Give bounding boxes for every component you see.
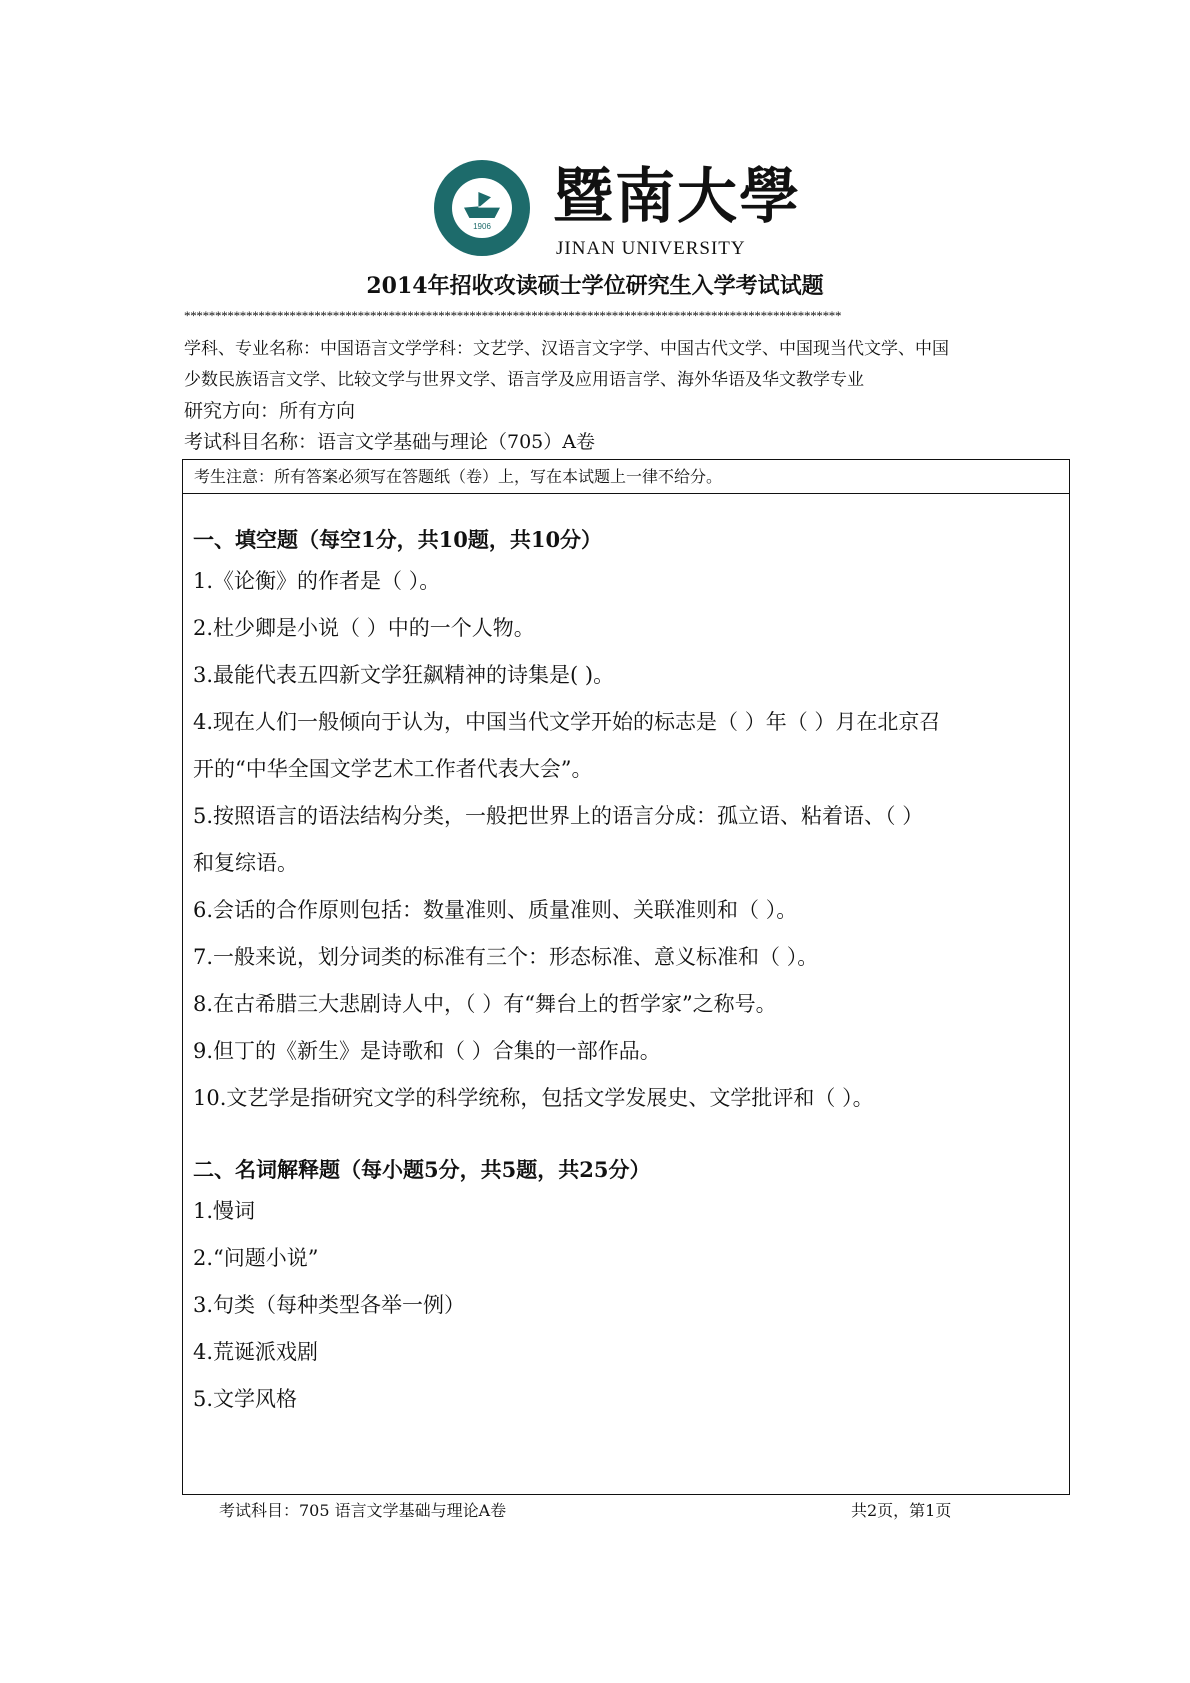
list-item: 和复综语。 xyxy=(193,851,298,875)
list-item: 1.慢词 xyxy=(193,1199,256,1223)
list-item: 2.“问题小说” xyxy=(193,1246,319,1270)
logo-chinese-name: 暨南大學 xyxy=(553,162,801,232)
subject-line-2: 少数民族语言文学、比较文学与世界文学、语言学及应用语言学、海外华语及华文教学专业 xyxy=(184,370,864,390)
list-item: 开的“中华全国文学艺术工作者代表大会”。 xyxy=(193,757,593,781)
question-box xyxy=(182,459,1070,1495)
section-heading: 二、名词解释题（每小题5分，共5题，共25分） xyxy=(193,1157,651,1182)
page-number: 共2页，第1页 xyxy=(851,1501,952,1520)
notice-row xyxy=(183,460,1069,494)
list-item: 4.现在人们一般倾向于认为，中国当代文学开始的标志是（ ）年（ ）月在北京召 xyxy=(193,710,941,734)
list-item: 3.最能代表五四新文学狂飙精神的诗集是( )。 xyxy=(193,663,615,687)
section-heading: 一、填空题（每空1分，共10题，共10分） xyxy=(193,527,603,552)
separator: ********************************************************************************************************** xyxy=(184,308,842,323)
page-title: 2014年招收攻读硕士学位研究生入学考试试题 xyxy=(366,273,824,299)
list-item: 2.杜少卿是小说（ ）中的一个人物。 xyxy=(193,616,535,640)
list-item: 7.一般来说，划分词类的标准有三个：形态标准、意义标准和（ ）。 xyxy=(193,945,819,969)
list-item: 5.文学风格 xyxy=(193,1387,298,1411)
university-seal-logo xyxy=(434,160,530,256)
notice-text: 考生注意：所有答案必须写在答题纸（卷）上，写在本试题上一律不给分。 xyxy=(194,467,723,486)
list-item: 5.按照语言的语法结构分类，一般把世界上的语言分成：孤立语、粘着语、（ ） xyxy=(193,804,924,828)
ship-icon xyxy=(464,192,500,218)
list-item: 1.《论衡》的作者是（ ）。 xyxy=(193,569,441,593)
subject-line-1: 学科、专业名称：中国语言文学学科：文艺学、汉语言文字学、中国古代文学、中国现当代文学、中国 xyxy=(184,339,949,359)
list-item: 4.荒诞派戏剧 xyxy=(193,1340,319,1364)
exam-subject-name: 考试科目名称：语言文学基础与理论（705）A卷 xyxy=(184,431,595,453)
list-item: 8.在古希腊三大悲剧诗人中，（ ）有“舞台上的哲学家”之称号。 xyxy=(193,992,777,1016)
logo-english-name: JINAN UNIVERSITY xyxy=(556,238,746,259)
list-item: 10.文艺学是指研究文学的科学统称，包括文学发展史、文学批评和（ ）。 xyxy=(193,1086,874,1110)
list-item: 3.句类（每种类型各举一例） xyxy=(193,1293,466,1317)
list-item: 9.但丁的《新生》是诗歌和（ ）合集的一部作品。 xyxy=(193,1039,661,1063)
list-item: 6.会话的合作原则包括：数量准则、质量准则、关联准则和（ ）。 xyxy=(193,898,798,922)
footer-subject: 考试科目：705 语言文学基础与理论A卷 xyxy=(219,1501,507,1520)
research-direction: 研究方向：所有方向 xyxy=(184,400,356,422)
seal-year: 1906 xyxy=(473,222,491,231)
